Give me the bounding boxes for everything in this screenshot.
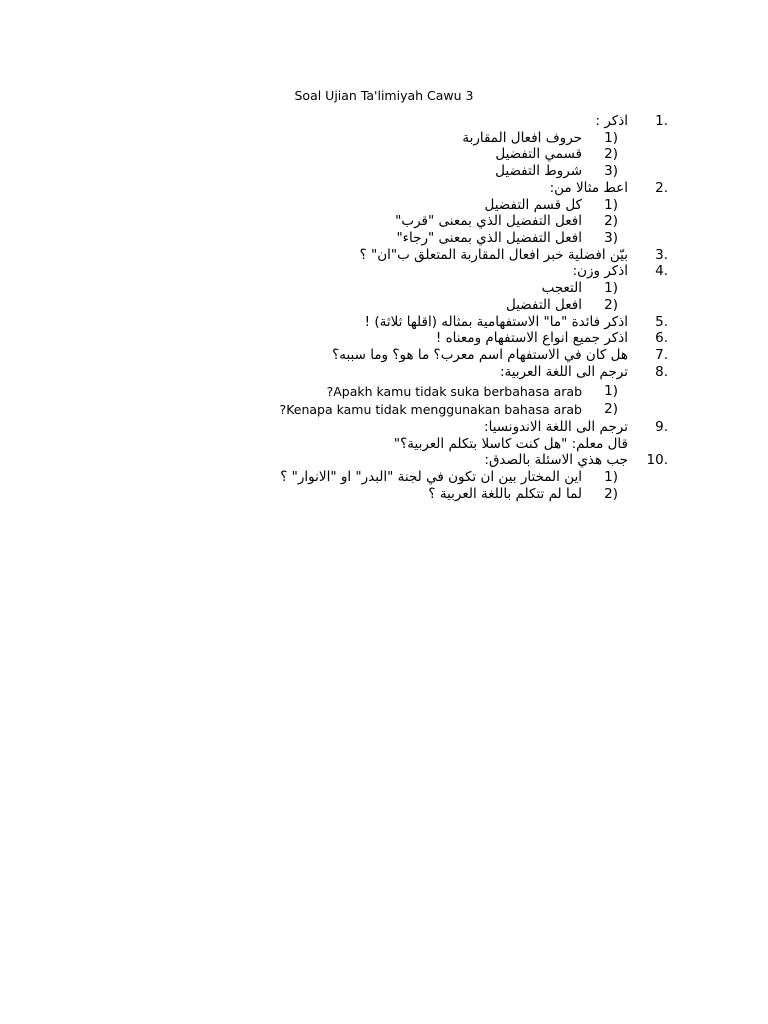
item-number: 1) — [604, 469, 618, 486]
item-text: جب هذي الاسئلة بالصدق: — [484, 452, 628, 469]
item-number: 10. — [646, 452, 668, 469]
document-title: Soal Ujian Ta'limiyah Cawu 3 — [294, 88, 474, 103]
item-text: قسمي التفضيل — [495, 146, 582, 163]
question-line — [0, 436, 768, 453]
item-text: اعط مثالا من: — [549, 179, 628, 196]
question-line — [0, 364, 768, 381]
sub-question-line — [0, 280, 768, 297]
question-line — [0, 263, 768, 280]
sub-question-line — [0, 230, 768, 247]
sub-question-line — [0, 486, 768, 503]
item-number: 5. — [655, 313, 668, 330]
question-line — [0, 113, 768, 130]
item-text: اين المختار بين ان تكون في لجنة "البدر" او "الانوار" ؟ — [280, 469, 582, 486]
question-line — [0, 452, 768, 469]
item-text: لما لم تتكلم باللغة العربية ؟ — [428, 485, 582, 502]
sub-question-line — [0, 401, 768, 418]
item-text: اذكر فائدة "ما" الاستفهامية بمثاله (اقلها ثلاثة) ! — [364, 313, 628, 330]
sub-question-line — [0, 197, 768, 214]
sub-question-line — [0, 130, 768, 147]
question-line — [0, 314, 768, 331]
item-text: بيّن افضلية خبر افعال المقاربة المتعلق ب"ان" ؟ — [359, 246, 628, 263]
item-number: 1) — [604, 129, 618, 146]
item-text: اذكر جميع انواع الاستفهام ومعناه ! — [435, 330, 628, 347]
sub-question-line — [0, 146, 768, 163]
item-text: حروف افعال المقاربة — [462, 129, 582, 146]
item-text: افعل التفضيل — [505, 296, 582, 313]
item-number: 6. — [655, 330, 668, 347]
item-text: Kenapa kamu tidak menggunakan bahasa arab? — [279, 402, 582, 418]
sub-question-line — [0, 163, 768, 180]
item-number: 2) — [604, 401, 618, 418]
item-text: ترجم الى اللغة العربية: — [499, 363, 628, 380]
question-line — [0, 247, 768, 264]
question-line — [0, 180, 768, 197]
item-text: التعجب — [541, 280, 582, 297]
item-number: 2) — [604, 485, 618, 502]
item-number: 2. — [655, 179, 668, 196]
item-text: ترجم الى اللغة الاندونسيا: — [484, 418, 628, 435]
item-number: 2) — [604, 146, 618, 163]
question-line — [0, 347, 768, 364]
item-number: 1. — [655, 113, 668, 129]
item-number: 8. — [655, 363, 668, 380]
item-text: قال معلم: "هل كنت كاسلا بتكلم العربية؟" — [393, 435, 628, 452]
item-number: 1) — [604, 382, 618, 399]
item-text: افعل التفضيل الذي بمعنى "رجاء" — [396, 230, 582, 247]
item-text: هل كان في الاستفهام اسم معرب؟ ما هو؟ وما سببه؟ — [332, 347, 628, 364]
item-text: افعل التفضيل الذي بمعنى "قرب" — [395, 213, 582, 230]
item-number: 2) — [604, 296, 618, 313]
item-text: كل قسم التفضيل — [484, 196, 582, 213]
item-number: 7. — [655, 347, 668, 364]
item-number: 3) — [604, 163, 618, 180]
item-number: 1) — [604, 280, 618, 297]
question-line — [0, 330, 768, 347]
sub-question-line — [0, 213, 768, 230]
item-number: 3. — [655, 246, 668, 263]
item-text: شروط التفضيل — [495, 163, 582, 180]
item-text: Apakh kamu tidak suka berbahasa arab? — [326, 383, 582, 399]
question-line — [0, 419, 768, 436]
sub-question-line — [0, 469, 768, 486]
item-text: اذكر : — [595, 113, 628, 129]
item-number: 9. — [655, 418, 668, 435]
sub-question-line — [0, 383, 768, 400]
item-number: 2) — [604, 213, 618, 230]
item-text: اذكر وزن: — [572, 263, 628, 280]
item-number: 3) — [604, 230, 618, 247]
sub-question-line — [0, 297, 768, 314]
item-number: 1) — [604, 196, 618, 213]
item-number: 4. — [655, 263, 668, 280]
